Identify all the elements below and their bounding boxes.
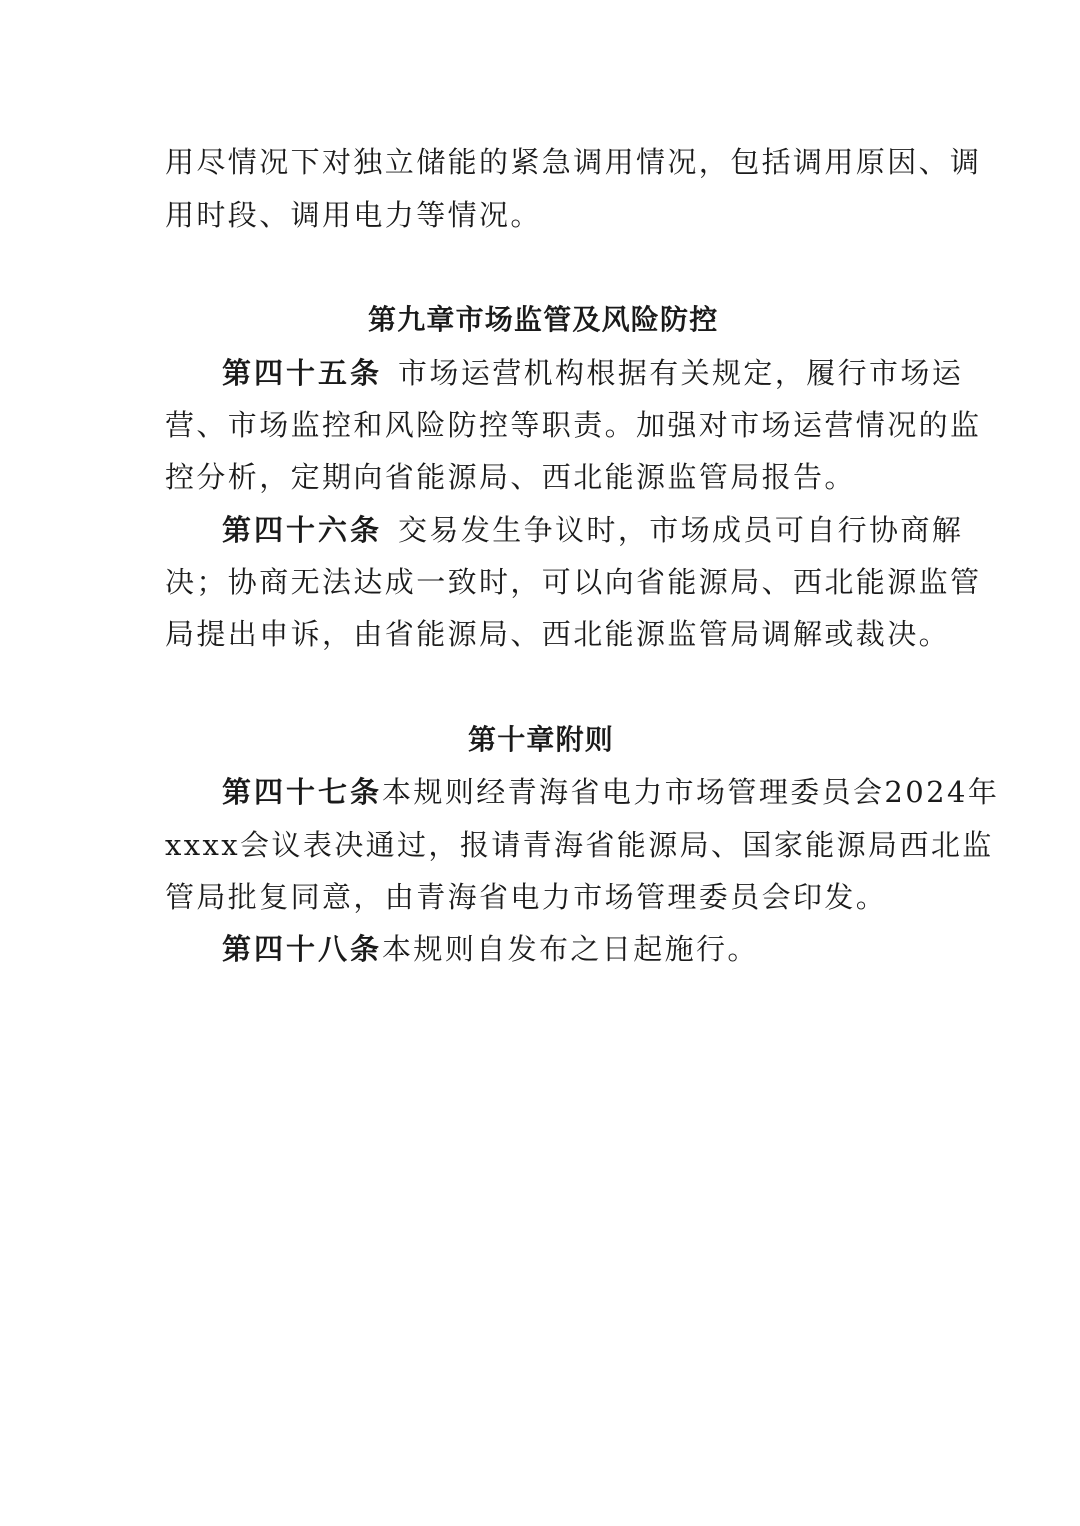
article-46-line-1 xyxy=(222,510,963,550)
article-47-line-2: xxxx会议表决通过，报请青海省能源局、国家能源局西北监 xyxy=(165,828,994,862)
chapter-10-title: 第十章附则 xyxy=(468,723,615,756)
article-45-line-3: 控分析，定期向省能源局、西北能源监管局报告。 xyxy=(165,460,856,494)
article-45-line-1 xyxy=(222,353,963,393)
article-47-text-1: 本规则经青海省电力市场管理委员会2024年 xyxy=(382,775,1000,809)
article-45-label: 第四十五条 xyxy=(222,356,383,390)
article-46-text-1: 交易发生争议时，市场成员可自行协商解 xyxy=(398,513,964,547)
article-45-line-2: 营、市场监控和风险防控等职责。加强对市场运营情况的监 xyxy=(165,408,982,442)
article-47-line-3: 管局批复同意，由青海省电力市场管理委员会印发。 xyxy=(165,880,888,914)
chapter-9-title: 第九章市场监管及风险防控 xyxy=(368,303,719,336)
article-48-label: 第四十八条 xyxy=(222,932,383,966)
article-48-line-1 xyxy=(222,929,759,969)
article-46-line-3: 局提出申诉，由省能源局、西北能源监管局调解或裁决。 xyxy=(165,617,951,651)
article-46-line-2: 决；协商无法达成一致时，可以向省能源局、西北能源监管 xyxy=(165,565,982,599)
article-48-text-1: 本规则自发布之日起施行。 xyxy=(382,932,759,966)
article-47-label: 第四十七条 xyxy=(222,775,383,809)
article-45-text-1: 市场运营机构根据有关规定，履行市场运 xyxy=(398,356,964,390)
intro-line-1: 用尽情况下对独立储能的紧急调用情况，包括调用原因、调 xyxy=(165,145,982,179)
article-47-line-1 xyxy=(222,772,999,812)
intro-line-2: 用时段、调用电力等情况。 xyxy=(165,198,542,232)
article-46-label: 第四十六条 xyxy=(222,513,383,547)
